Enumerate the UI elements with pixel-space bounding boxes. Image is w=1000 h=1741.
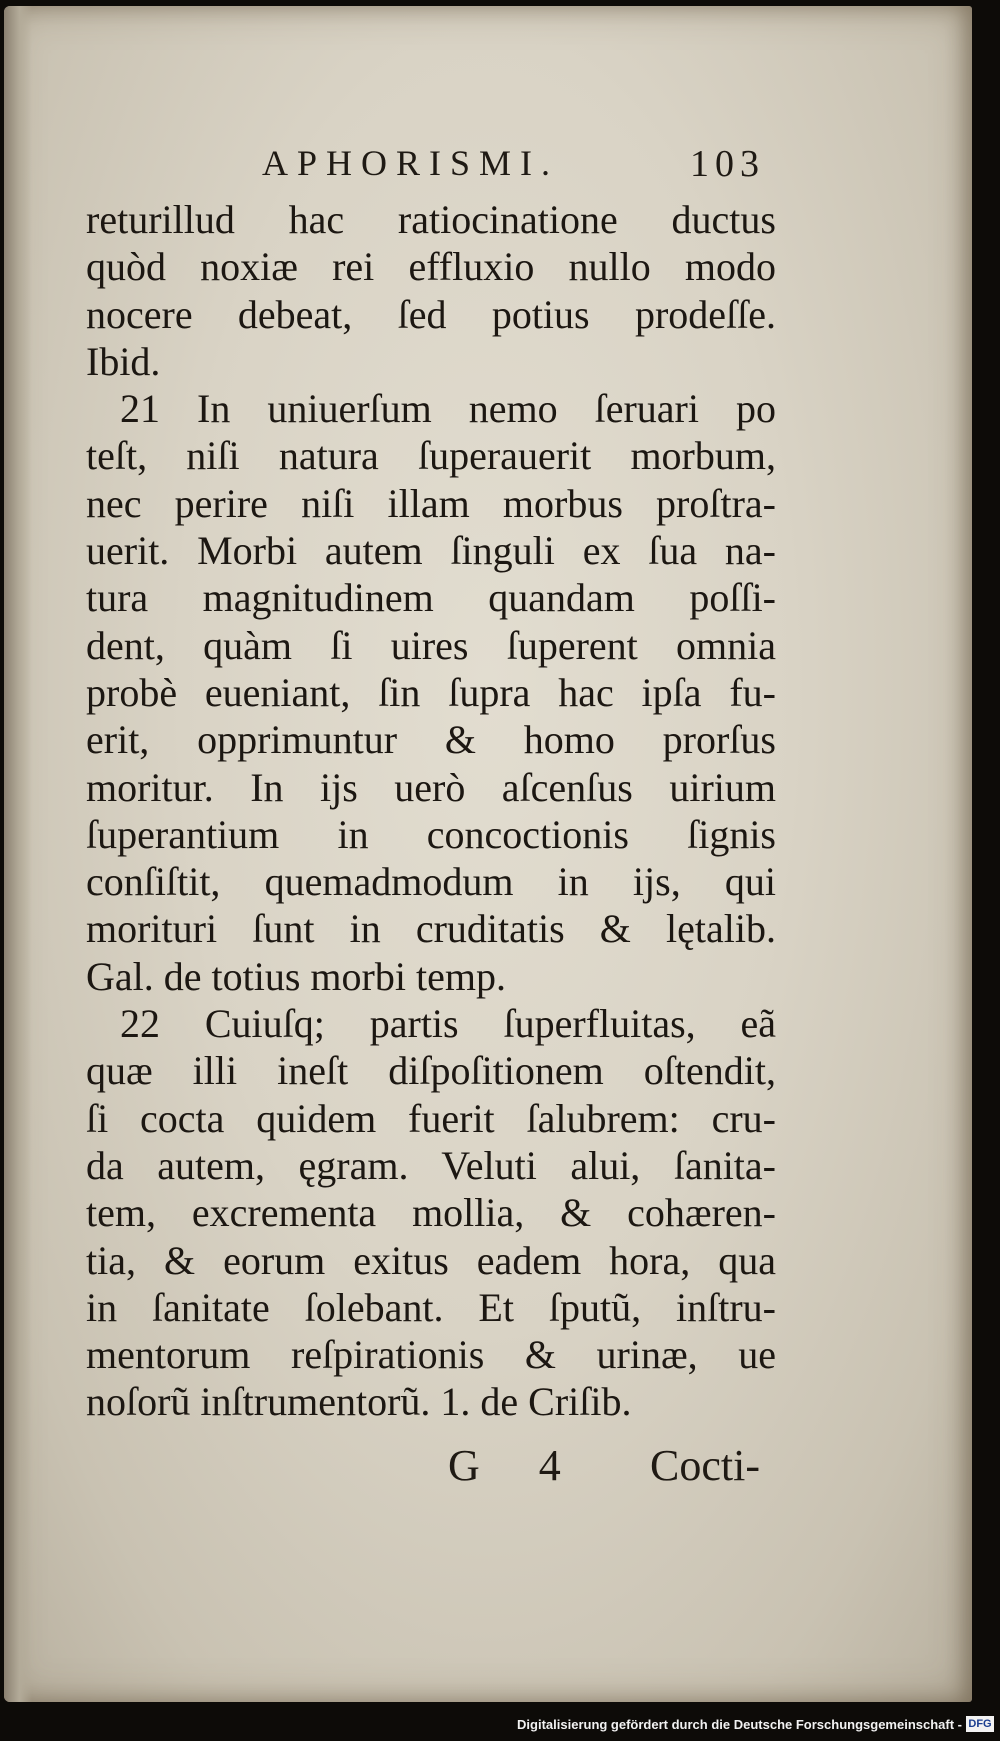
text-line: dent, quàm ſi uires ſuperent omnia bbox=[86, 622, 776, 668]
body-text bbox=[86, 196, 776, 1426]
text-line: returillud hac ratiocinatione ductus bbox=[86, 197, 776, 242]
aphorism-21-start: 21 In uniuerſum nemo ſeruari po bbox=[120, 386, 776, 432]
text-line: erit, opprimuntur & homo prorſus bbox=[86, 717, 776, 763]
text-line: in ſanitate ſolebant. Et ſputũ, inſtru- bbox=[86, 1284, 776, 1330]
dfg-logo-icon: DFG bbox=[966, 1716, 994, 1732]
running-head: APHORISMI. bbox=[262, 143, 560, 183]
text-line: nec perire niſi illam morbus proſtra- bbox=[86, 480, 776, 526]
text-line: tia, & eorum exitus eadem hora, qua bbox=[86, 1237, 776, 1283]
text-line: moritur. In ijs uerò aſcenſus uirium bbox=[86, 764, 776, 810]
aphorism-22-start: 22 Cuiuſq; partis ſuperfluitas, eã bbox=[120, 1001, 776, 1047]
text-line: mentorum reſpirationis & urinæ, ue bbox=[86, 1332, 776, 1378]
text-line: Ibid. bbox=[86, 338, 161, 384]
text-line: nocere debeat, ſed potius prodeſſe. bbox=[86, 291, 776, 337]
digitization-footer bbox=[0, 1711, 1000, 1741]
text-line: morituri ſunt in cruditatis & lętalib. bbox=[86, 906, 776, 952]
text-line: da autem, ęgram. Veluti alui, ſanita- bbox=[86, 1142, 776, 1188]
text-line: ſi cocta quidem fuerit ſalubrem: cru- bbox=[86, 1095, 776, 1141]
text-line: conſiſtit, quemadmodum in ijs, qui bbox=[86, 859, 776, 905]
page-number: 103 bbox=[690, 143, 765, 185]
signature-mark: G 4 bbox=[448, 1441, 585, 1490]
text-line: tem, excrementa mollia, & cohæren- bbox=[86, 1190, 776, 1236]
catch-line bbox=[0, 1440, 1000, 1496]
text-line: Gal. de totius morbi temp. bbox=[86, 953, 506, 999]
text-line: tura magnitudinem quandam poſſi- bbox=[86, 575, 776, 621]
page-header bbox=[0, 142, 1000, 192]
text-line: noſorũ inſtrumentorũ. 1. de Criſib. bbox=[86, 1379, 632, 1425]
text-line: uerit. Morbi autem ſinguli ex ſua na- bbox=[86, 528, 776, 574]
text-line: quòd noxiæ rei effluxio nullo modo bbox=[86, 244, 776, 290]
text-line: ſuperantium in concoctionis ſignis bbox=[86, 811, 776, 857]
funding-credit: Digitalisierung gefördert durch die Deutsche Forschungsgemeinschaft - bbox=[517, 1717, 962, 1732]
text-line: quæ illi ineſt diſpoſitionem oſtendit, bbox=[86, 1048, 776, 1094]
text-line: probè eueniant, ſin ſupra hac ipſa fu- bbox=[86, 669, 776, 715]
catchword: Cocti- bbox=[650, 1441, 760, 1490]
text-line: teſt, niſi natura ſuperauerit morbum, bbox=[86, 433, 776, 479]
